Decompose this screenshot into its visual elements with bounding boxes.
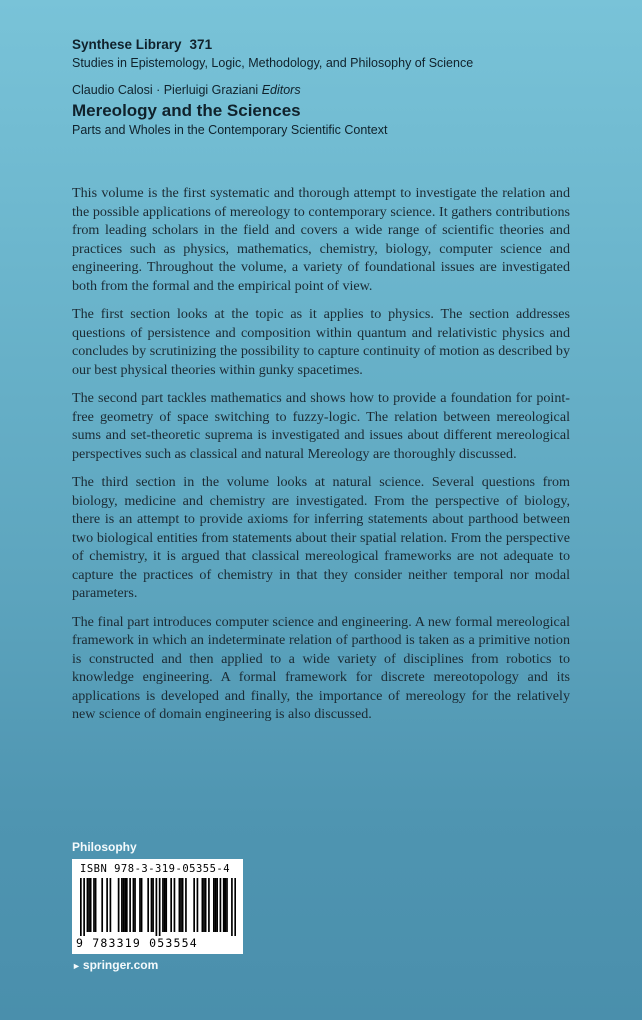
barcode-bar — [126, 878, 128, 932]
blurb-paragraph: The second part tackles mathematics and shows how to provide a foundation for point-free geometry of space switching to fuzzy-logic. The relation between mereological sums and set-theoretic suprema is investigated and issues about different mereological perspectives such as classical and natural Mereology are thoroughly discussed. — [72, 390, 570, 462]
blurb-paragraph: The final part introduces computer science and engineering. A new formal mereological framework in which an indeterminate relation of parthood is taken as a primitive notion is constructed and then applied to a wide variety of disciplines from robotics to knowledge engineering. A formal framework for discrete mereotopology and its applications is developed and finally, the importance of mereology for the relatively new science of domain engineering is also discussed. — [72, 613, 570, 722]
barcode-bar — [124, 878, 126, 932]
barcode-bar — [83, 878, 85, 936]
barcode-bar — [123, 878, 125, 932]
blurb-paragraph: The first section looks at the topic as it applies to physics. The section addresses questions of persistence and composition within quantum and relativistic physics and concludes by scrutinizing the possibility to capture continuity of motion as described by our best physical theories within gunky spacetimes. — [72, 306, 570, 378]
barcode-bar — [141, 878, 143, 932]
barcode-bar — [202, 878, 204, 932]
series-subtitle: Studies in Epistemology, Logic, Methodology, and Philosophy of Science — [72, 56, 474, 70]
barcode-bar — [88, 878, 90, 932]
barcode-bar — [180, 878, 182, 932]
barcode-bar — [162, 878, 164, 932]
barcode-bar — [93, 878, 95, 932]
barcode-bar — [95, 878, 97, 932]
barcode-bar — [87, 878, 89, 932]
barcode-bar — [80, 878, 82, 936]
barcode-bar — [182, 878, 184, 932]
barcode-bar — [156, 878, 158, 936]
barcode-bar — [225, 878, 227, 932]
publisher-url: springer.com — [82, 958, 159, 972]
barcode-bar — [185, 878, 187, 932]
barcode-bar — [170, 878, 172, 932]
series-line — [72, 36, 602, 53]
barcode-bar — [134, 878, 136, 932]
ean-digits: 9 783319 053554 — [76, 936, 198, 950]
book-subtitle: Parts and Wholes in the Contemporary Scientific Context — [72, 123, 388, 137]
barcode-bar — [151, 878, 153, 932]
barcode-bar — [223, 878, 225, 932]
barcode-icon — [80, 878, 236, 936]
barcode-bar — [129, 878, 131, 932]
series-name: Synthese Library — [72, 37, 182, 52]
barcode-bar — [106, 878, 108, 932]
barcode-bar — [216, 878, 218, 932]
barcode-bar — [231, 878, 233, 936]
barcode-bar — [205, 878, 207, 932]
barcode-bar — [197, 878, 199, 932]
barcode-bar — [165, 878, 167, 932]
barcode-bar — [203, 878, 205, 932]
barcode-bar — [220, 878, 222, 932]
cover-header — [72, 36, 602, 139]
barcode-bar — [174, 878, 176, 932]
arrow-right-icon: ► — [72, 961, 81, 971]
book-title: Mereology and the Sciences — [72, 101, 301, 120]
editors-line — [72, 82, 602, 98]
blurb-paragraph: This volume is the first systematic and thorough attempt to investigate the relation and the possible applications of mereology to contemporary science. It gathers contributions from leading scholars in the field and covers a wide range of scientific theories and practices such as physics, mathematics, chemistry, biology, computer science and engineering. Throughout the volume, a variety of foundational issues are investigated both from the formal and the empirical point of view. — [72, 185, 570, 294]
isbn-label: ISBN 978-3-319-05355-4 — [80, 863, 231, 875]
series-number: 371 — [189, 37, 213, 52]
barcode-bar — [164, 878, 166, 932]
barcode-bar — [121, 878, 123, 932]
barcode-bar — [152, 878, 154, 932]
barcode-bar — [118, 878, 120, 932]
category-label: Philosophy — [72, 840, 137, 854]
barcode-bar — [193, 878, 195, 932]
barcode-bar — [226, 878, 228, 932]
barcode-bar — [147, 878, 149, 932]
barcode-bar — [110, 878, 112, 932]
barcode-bar — [101, 878, 103, 932]
barcode-bar — [159, 878, 161, 936]
publisher-link[interactable] — [72, 958, 158, 972]
blurb-paragraph: The third section in the volume looks at natural science. Several questions from biology, medicine and chemistry are investigated. From the perspective of biology, there is an attempt to provide axioms for inferring statements about parthood between two biological entities from statements about their spatial relation. From the perspective of chemistry, it is argued that classical mereological frameworks are not adequate to capture the practices of chemistry in that they consider neither temporal nor modal parameters. — [72, 474, 570, 601]
barcode-bar — [133, 878, 135, 932]
barcode-bar — [139, 878, 141, 932]
barcode-bar — [90, 878, 92, 932]
editors-names: Claudio Calosi · Pierluigi Graziani — [72, 83, 259, 97]
barcode-bar — [179, 878, 181, 932]
barcode-bar — [213, 878, 215, 932]
barcode-panel — [72, 859, 243, 954]
barcode-bar — [215, 878, 217, 932]
blurb — [72, 184, 570, 734]
barcode-bar — [234, 878, 236, 936]
editors-role: Editors — [261, 83, 301, 97]
barcode-bar — [208, 878, 210, 932]
